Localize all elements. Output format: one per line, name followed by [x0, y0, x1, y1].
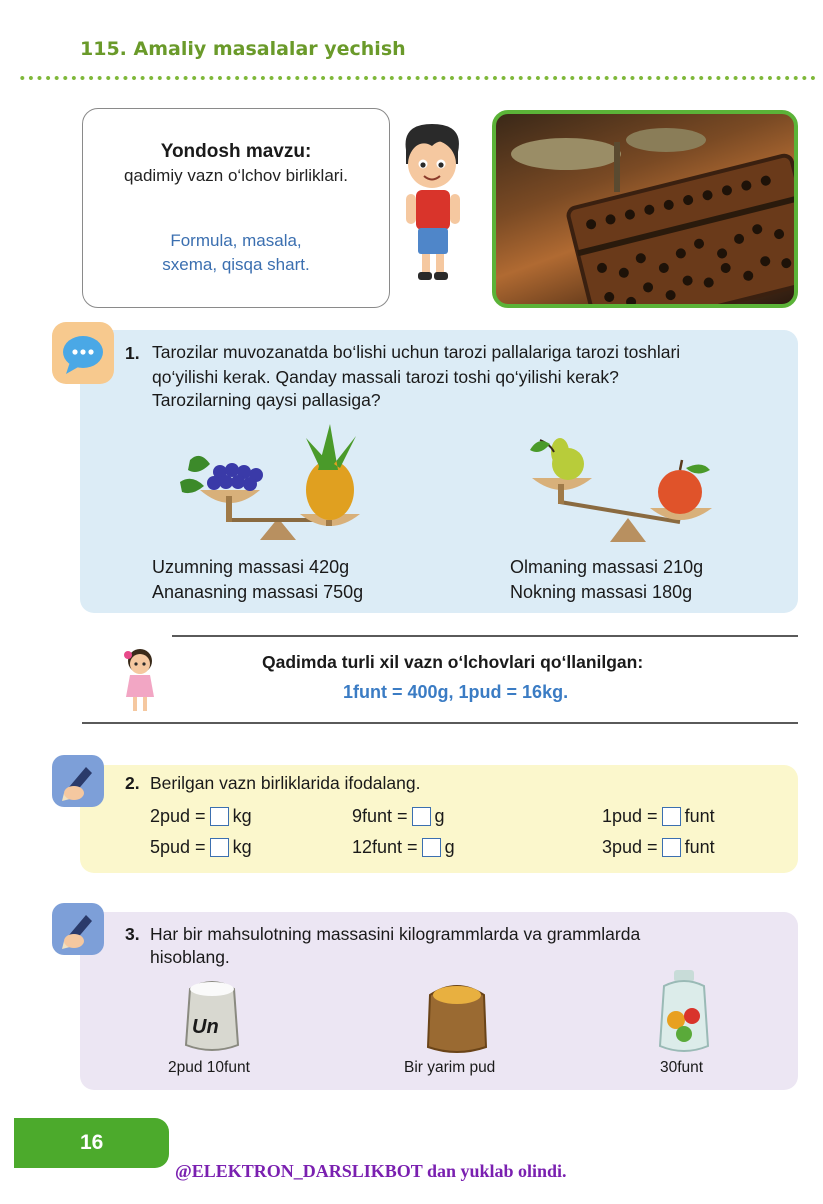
task1-text-line: Tarozilarning qaysi pallasiga?: [152, 390, 381, 410]
task3-text-line1: Har bir mahsulotning massasini kilogrammlarda va grammlarda: [150, 924, 641, 944]
answer-box[interactable]: [422, 838, 441, 857]
answer-box[interactable]: [210, 838, 229, 857]
conversion-item: [150, 837, 252, 858]
conversion-unit: kg: [232, 806, 252, 826]
conversion-unit: kg: [232, 837, 252, 857]
conversion-unit: g: [444, 837, 455, 857]
answer-box[interactable]: [662, 807, 681, 826]
chat-bubble-icon: [52, 322, 114, 384]
conversion-item: [150, 806, 252, 827]
product-label: Bir yarim pud: [404, 1059, 496, 1076]
apple-mass: Olmaning massasi 210g: [510, 557, 704, 577]
task2-text: Berilgan vazn birliklarida ifodalang.: [150, 773, 421, 793]
scale-abacus-photo: [492, 110, 798, 308]
conversion-left: 3pud =: [602, 837, 658, 857]
fact-values: 1funt = 400g, 1pud = 16kg.: [343, 682, 569, 702]
grape-mass: Uzumning massasi 420g: [152, 557, 350, 577]
conversion-item: [352, 806, 445, 827]
conversion-item: [352, 837, 455, 858]
pear-apple-scale: [520, 430, 730, 550]
conversion-unit: g: [434, 806, 445, 826]
answer-box[interactable]: [412, 807, 431, 826]
topic-heading: Yondosh mavzu:: [160, 141, 312, 162]
pencil-hand-icon: [52, 903, 104, 955]
lesson-title: 115. Amaliy masalalar yechish: [80, 38, 406, 60]
conversion-unit: funt: [684, 837, 715, 857]
conversion-item: [602, 806, 715, 827]
conversion-unit: funt: [684, 806, 715, 826]
product-label: 30funt: [660, 1059, 704, 1076]
footer-text: @ELEKTRON_DARSLIKBOT dan yuklab olindi.: [175, 1161, 567, 1181]
pencil-hand-icon: [52, 755, 104, 807]
answer-box[interactable]: [210, 807, 229, 826]
girl-illustration: [116, 645, 164, 715]
pineapple-mass: Ananasning massasi 750g: [152, 582, 364, 602]
flour-sack-icon: [180, 975, 244, 1053]
topic-tools-line2: sxema, qisqa shart.: [162, 255, 310, 274]
conversion-left: 9funt =: [352, 806, 408, 826]
page-number: 16: [80, 1131, 104, 1154]
product-label: 2pud 10funt: [168, 1059, 250, 1076]
fact-heading: Qadimda turli xil vazn o‘lchovlari qo‘llanilgan:: [262, 652, 644, 672]
flour-sack-label: Un: [192, 1016, 219, 1038]
dotted-divider: [18, 72, 818, 84]
task1-text-line: qo‘yilishi kerak. Qanday massali tarozi toshi qo‘yilishi kerak?: [152, 367, 619, 387]
boy-illustration: [392, 120, 472, 290]
grape-pineapple-scale: [170, 420, 370, 550]
topic-tools-line1: Formula, masala,: [170, 231, 302, 250]
conversion-left: 12funt =: [352, 837, 418, 857]
fruit-jar-icon: [652, 968, 716, 1056]
task3-text-line2: hisoblang.: [150, 947, 230, 967]
task1-number: 1.: [125, 343, 140, 363]
conversion-left: 5pud =: [150, 837, 206, 857]
pear-mass: Nokning massasi 180g: [510, 582, 693, 602]
topic-text: qadimiy vazn o‘lchov birliklari.: [124, 166, 348, 185]
answer-box[interactable]: [662, 838, 681, 857]
related-topic-box: [82, 108, 390, 308]
conversion-left: 1pud =: [602, 806, 658, 826]
task2-number: 2.: [125, 773, 140, 793]
conversion-left: 2pud =: [150, 806, 206, 826]
grain-sack-icon: [422, 975, 492, 1055]
fact-divider-top: [172, 635, 798, 637]
fact-divider-bottom: [82, 722, 798, 724]
task1-text-line: Tarozilar muvozanatda bo‘lishi uchun tarozi pallalariga tarozi toshlari: [152, 342, 681, 362]
task3-number: 3.: [125, 924, 140, 944]
conversion-item: [602, 837, 715, 858]
